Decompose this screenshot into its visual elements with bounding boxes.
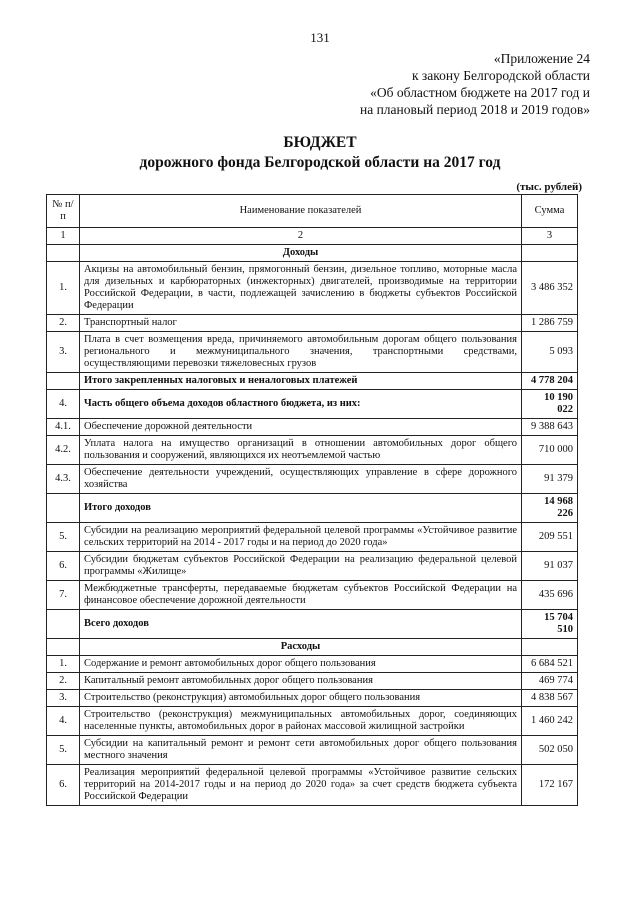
- table-row: [47, 373, 578, 390]
- income-section-row: [47, 245, 578, 262]
- row-number: [47, 610, 80, 639]
- row-sum: 172 167: [522, 765, 578, 806]
- row-number: 4.: [47, 707, 80, 736]
- colnum-1: 1: [47, 228, 80, 245]
- appendix-line: «Об областном бюджете на 2017 год и: [370, 85, 590, 100]
- row-name: Строительство (реконструкция) автомобильных дорог общего пользования: [80, 690, 522, 707]
- row-number: 5.: [47, 736, 80, 765]
- row-name: Межбюджетные трансферты, передаваемые бюджетам субъектов Российской Федерации на финансовое обеспечение дорожной деятельности: [80, 581, 522, 610]
- table-header-row: [47, 195, 578, 228]
- table-row: [47, 262, 578, 315]
- row-name: Часть общего объема доходов областного бюджета, из них:: [80, 390, 522, 419]
- row-name: Содержание и ремонт автомобильных дорог общего пользования: [80, 656, 522, 673]
- row-number: 4.3.: [47, 465, 80, 494]
- table-row: [47, 765, 578, 806]
- title-line: БЮДЖЕТ: [283, 134, 357, 151]
- row-sum: 91 379: [522, 465, 578, 494]
- row-number: 3.: [47, 690, 80, 707]
- row-sum: 469 774: [522, 673, 578, 690]
- table-row: [47, 315, 578, 332]
- expense-section-title: Расходы: [80, 639, 522, 656]
- appendix-header: [360, 50, 590, 118]
- row-sum: 1 286 759: [522, 315, 578, 332]
- row-number: 4.1.: [47, 419, 80, 436]
- expense-section-row: [47, 639, 578, 656]
- row-number: 7.: [47, 581, 80, 610]
- appendix-line: к закону Белгородской области: [412, 68, 590, 83]
- header-name: Наименование показателей: [80, 195, 522, 228]
- row-number: 1.: [47, 262, 80, 315]
- row-sum: 6 684 521: [522, 656, 578, 673]
- row-name: Уплата налога на имущество организаций в отношении автомобильных дорог общего пользования и сооружений, являющихся их неотъемлемой частью: [80, 436, 522, 465]
- row-name: Обеспечение дорожной деятельности: [80, 419, 522, 436]
- income-section-title: Доходы: [80, 245, 522, 262]
- row-name: Акцизы на автомобильный бензин, прямогонный бензин, дизельное топливо, моторные масла для дизельных и карбюраторных (инжекторных) двигателей, производимые на территории Российской Федерации, в части, подлежащей зачислению в бюджеты субъектов Российской Федерации: [80, 262, 522, 315]
- row-number: 6.: [47, 765, 80, 806]
- table-row: [47, 736, 578, 765]
- row-sum: 710 000: [522, 436, 578, 465]
- row-sum: 4 778 204: [522, 373, 578, 390]
- row-sum: 14 968 226: [522, 494, 578, 523]
- row-name: Всего доходов: [80, 610, 522, 639]
- budget-table: [46, 194, 578, 806]
- document-title: [0, 133, 640, 173]
- table-row: [47, 690, 578, 707]
- table-row: [47, 419, 578, 436]
- table-row: [47, 332, 578, 373]
- table-row: [47, 465, 578, 494]
- table-row: [47, 552, 578, 581]
- table-row: [47, 390, 578, 419]
- row-name: Субсидии на капитальный ремонт и ремонт сети автомобильных дорог общего пользования местного значения: [80, 736, 522, 765]
- row-number: 2.: [47, 673, 80, 690]
- row-number: 2.: [47, 315, 80, 332]
- row-sum: 15 704 510: [522, 610, 578, 639]
- header-sum: Сумма: [522, 195, 578, 228]
- row-sum: 209 551: [522, 523, 578, 552]
- header-num: № п/п: [47, 195, 80, 228]
- row-name: Итого закрепленных налоговых и неналоговых платежей: [80, 373, 522, 390]
- row-number: [47, 373, 80, 390]
- row-name: Субсидии на реализацию мероприятий федеральной целевой программы «Устойчивое развитие сельских территорий на 2014 - 2017 годы и на период до 2020 года»: [80, 523, 522, 552]
- row-sum: 435 696: [522, 581, 578, 610]
- row-sum: 5 093: [522, 332, 578, 373]
- row-sum: 1 460 242: [522, 707, 578, 736]
- title-line: дорожного фонда Белгородской области на 2017 год: [139, 154, 501, 171]
- row-name: Субсидии бюджетам субъектов Российской Федерации на реализацию федеральной целевой программы «Жилище»: [80, 552, 522, 581]
- table-row: [47, 656, 578, 673]
- appendix-line: «Приложение 24: [493, 51, 590, 66]
- page-number: 131: [310, 30, 330, 45]
- colnum-3: 3: [522, 228, 578, 245]
- row-sum: 4 838 567: [522, 690, 578, 707]
- row-name: Обеспечение деятельности учреждений, осуществляющих управление в сфере дорожного хозяйства: [80, 465, 522, 494]
- row-sum: 3 486 352: [522, 262, 578, 315]
- table-row: [47, 436, 578, 465]
- row-sum: 502 050: [522, 736, 578, 765]
- row-number: 4.: [47, 390, 80, 419]
- table-row: [47, 581, 578, 610]
- row-number: 5.: [47, 523, 80, 552]
- row-sum: 10 190 022: [522, 390, 578, 419]
- units-label: (тыс. рублей): [516, 181, 582, 193]
- row-name: Транспортный налог: [80, 315, 522, 332]
- table-row: [47, 707, 578, 736]
- column-number-row: [47, 228, 578, 245]
- appendix-line: на плановый период 2018 и 2019 годов»: [359, 102, 590, 117]
- row-name: Капитальный ремонт автомобильных дорог общего пользования: [80, 673, 522, 690]
- row-number: [47, 494, 80, 523]
- table-row: [47, 523, 578, 552]
- colnum-2: 2: [80, 228, 522, 245]
- row-name: Реализация мероприятий федеральной целевой программы «Устойчивое развитие сельских территорий на 2014-2017 годы и на период до 2020 года» за счет средств бюджета субъекта Российской Федерации: [80, 765, 522, 806]
- row-number: 1.: [47, 656, 80, 673]
- row-number: 6.: [47, 552, 80, 581]
- row-name: Итого доходов: [80, 494, 522, 523]
- row-name: Строительство (реконструкция) межмуниципальных автомобильных дорог, соединяющих населенные пункты, автомобильных дорог в районах массовой жилищной застройки: [80, 707, 522, 736]
- row-sum: 9 388 643: [522, 419, 578, 436]
- row-number: 3.: [47, 332, 80, 373]
- row-name: Плата в счет возмещения вреда, причиняемого автомобильным дорогам общего пользования регионального и межмуниципального значения, транспортными средствами, осуществляющими перевозки тяжеловесных грузов: [80, 332, 522, 373]
- table-row: [47, 610, 578, 639]
- row-number: 4.2.: [47, 436, 80, 465]
- row-sum: 91 037: [522, 552, 578, 581]
- table-row: [47, 494, 578, 523]
- table-row: [47, 673, 578, 690]
